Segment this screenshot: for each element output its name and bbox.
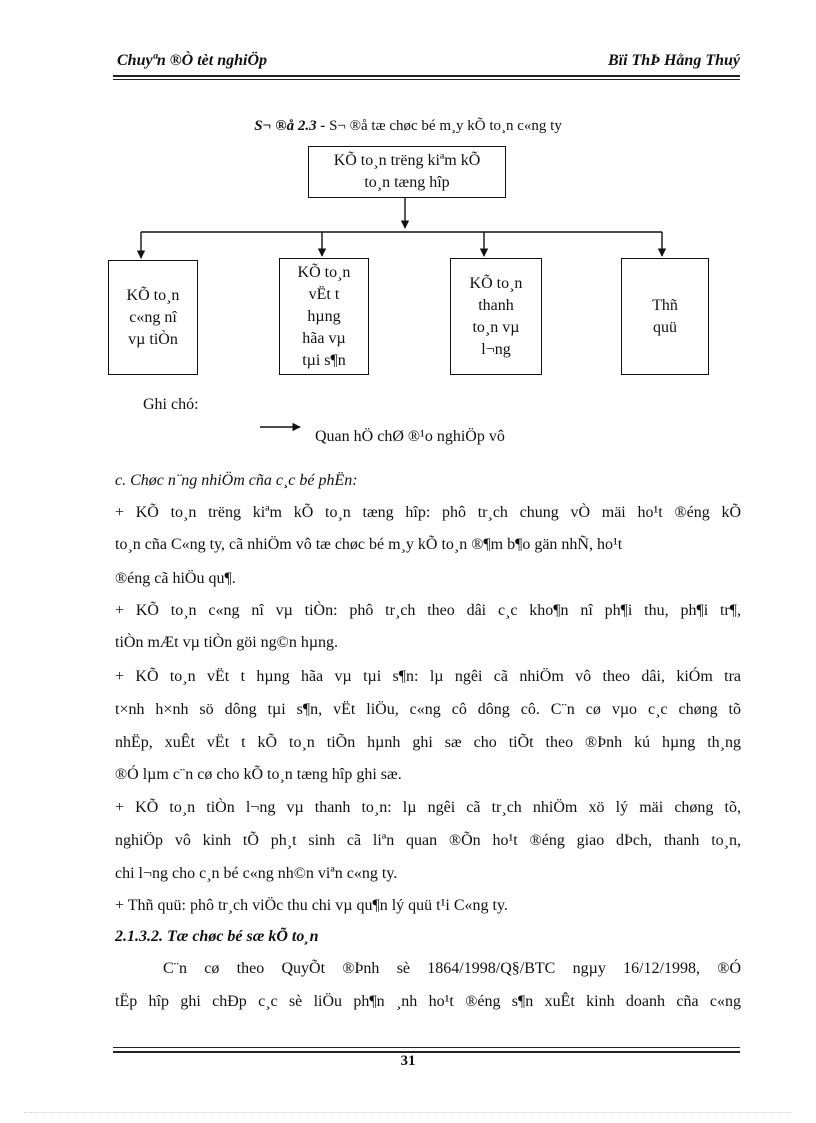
text-line: tiÒn mÆt vµ tiÒn göi ng©n hµng.: [115, 634, 339, 651]
diagram-caption-title: S¬ ®å tæ chøc bé m¸y kÕ to¸n c«ng ty: [325, 118, 562, 134]
box-label: KÕ to¸n vËt t hµng hãa vµ tµi s¶n: [297, 263, 351, 369]
legend-text: Quan hÖ chØ ®¹o nghiÖp vô: [315, 428, 505, 445]
page-number: 31: [400, 1053, 416, 1069]
legend-label: Ghi chó:: [143, 396, 199, 413]
text-line: C¨n cø theo QuyÕt ®Þnh sè 1864/1998/Q§/BTC ngµy 16/12/1998, ®Ó: [163, 960, 741, 977]
page-edge: [24, 1112, 792, 1113]
text-line: chi l¬ng cho c¸n bé c«ng nh©n viªn c«ng ty.: [115, 865, 398, 882]
box-materials-assets-accountant: [279, 258, 369, 375]
header-author: Bïi ThÞ Hằng Thuý: [607, 52, 740, 69]
text-line: nghiÖp vô kinh tÕ ph¸t sinh cã liªn quan ®Õn ho¹t ®éng giao dÞch, thanh to¸n,: [115, 832, 741, 849]
box-label: KÕ to¸n thanh to¸n vµ l¬ng: [469, 274, 523, 358]
text-line: + KÕ to¸n c«ng nî vµ tiÒn: phô tr¸ch theo dâi c¸c kho¶n nî ph¶i thu, ph¶i tr¶,: [115, 602, 741, 619]
text-line: ®Ó lµm c¨n cø cho kÕ to¸n tæng hîp ghi sæ.: [115, 766, 402, 783]
section-heading-c: c. Chøc n¨ng nhiÖm cña c¸c bé phËn:: [115, 472, 358, 489]
box-label: KÕ to¸n c«ng nî vµ tiÒn: [126, 286, 180, 348]
text-line: + KÕ to¸n vËt t hµng hãa vµ tµi s¶n: lµ ngêi cã nhiÖm vô theo dâi, kiÓm tra: [115, 668, 741, 685]
text-line: + KÕ to¸n trëng kiªm kÕ to¸n tæng hîp: phô tr¸ch chung vÒ mäi ho¹t ®éng kÕ: [115, 504, 741, 521]
diagram-caption-number: S¬ ®å 2.3 -: [254, 118, 326, 134]
subheading-2-1-3-2: 2.1.3.2. Tæ chøc bé sæ kÕ to¸n: [115, 928, 319, 945]
text-line: to¸n cña C«ng ty, cã nhiÖm vô tæ chøc bé m¸y kÕ to¸n ®¶m b¶o gän nhÑ, ho¹t: [115, 536, 623, 553]
footer-rule-thin: [113, 1047, 740, 1048]
text-line: ®éng cã hiÖu qu¶.: [115, 570, 236, 587]
box-chief-accountant-label: KÕ to¸n trëng kiªm kÕ to¸n tæng hîp: [333, 152, 481, 191]
box-chief-accountant: [308, 146, 506, 198]
text-line: + Thñ quü: phô tr¸ch viÖc thu chi vµ qu¶n lý quü t¹i C«ng ty.: [115, 897, 508, 914]
org-chart-connectors: [0, 0, 816, 460]
header-left-title: Chuyªn ®Ò tèt nghiÖp: [117, 52, 268, 69]
text-line: + KÕ to¸n tiÒn l¬ng vµ thanh to¸n: lµ ngêi cã tr¸ch nhiÖm xö lý mäi chøng tõ,: [115, 799, 741, 816]
text-line: tËp hîp ghi chÐp c¸c sè liÖu ph¶n ¸nh ho¹t ®éng s¶n xuÊt kinh doanh cña c«ng: [115, 993, 741, 1010]
text-line: t×nh h×nh sö dông tµi s¶n, vËt liÖu, c«ng cô dông cô. C¨n cø vµo c¸c chøng tõ: [115, 701, 741, 718]
box-payment-salary-accountant: [450, 258, 542, 375]
box-debt-cash-accountant: [108, 260, 198, 375]
box-label: Thñ quü: [652, 296, 678, 336]
text-line: nhËp, xuÊt vËt t kÕ to¸n tiÕn hµnh ghi sæ cho tiÕt theo ®Þnh kú hµng th¸ng: [115, 734, 741, 751]
box-treasurer: [621, 258, 709, 375]
